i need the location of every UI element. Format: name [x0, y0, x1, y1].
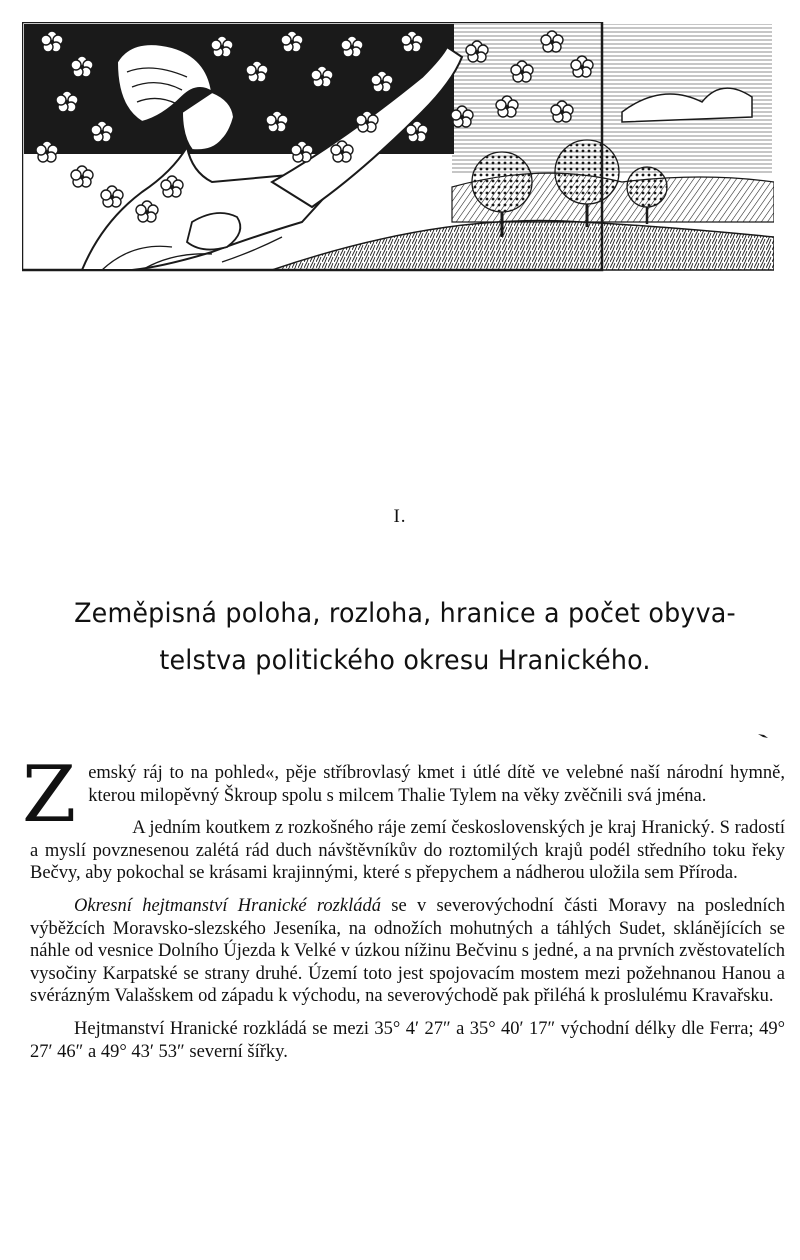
- paragraph-3-text: se v severovýchodní části Moravy na posledních výběžcích Moravsko-slezského Jeseníka, na odnožích mohutných a táhlých Sudet, sklánějících se náhle od vesnice Dolního Újezda k Velké v úzkou nížinu Bečvinu s jedné, a na prvních zvěstovatelích vysočiny Karpatské se strany druhé. Území toto jest spojovacím mostem mezi požehnanou Hanou a svérázným Valašskem od západu k východu, na severovýchodě pak přiléhá k proslulému Kravařsku.: [30, 895, 785, 1007]
- paragraph-4: [30, 1018, 785, 1063]
- chapter-title: [43, 590, 767, 684]
- paragraph-2-text: A jedním koutkem z rozkošného ráje zemí československých je kraj Hranický. S radostí a myslí povznesenou zalétá rád duch návštěvníkův do roztomilých krajů podél středního toku řeky Bečvy, aby pokochal se krásami krajinnými, které s přepychem a nádherou uložila sem Příroda.: [30, 818, 785, 884]
- paragraph-1: [22, 750, 785, 840]
- chapter-number: I.: [393, 506, 407, 527]
- paragraph-1-text: emský ráj to na pohled«, pěje stříbrovlasý kmet i útlé dítě ve velebné naší národní hymně, kterou milopěvný Škroup spolu s milcem Thalie Tylem na věky zvěčnili svá jména.: [88, 763, 785, 806]
- paragraph-3: [30, 895, 785, 1008]
- paragraph-4-text: Hejtmanství Hranické rozkládá se mezi 35° 4′ 27″ a 35° 40′ 17″ východní délky dle Ferra; 49° 27′ 46″ a 49° 43′ 53″ severní šířky.: [30, 1018, 785, 1062]
- paragraph-2: [30, 817, 785, 885]
- drop-cap: Z: [22, 750, 77, 840]
- chapter-title-line-2: telstva politického okresu Hranického.: [159, 645, 651, 676]
- chapter-title-line-1: Zeměpisná poloha, rozloha, hranice a počet obyva-: [74, 598, 736, 629]
- header-illustration: [22, 22, 774, 272]
- body-text: [22, 750, 785, 1073]
- paragraph-3-italic-lead: Okresní hejtmanství Hranické rozkládá: [74, 895, 381, 916]
- ink-speck-icon: [758, 733, 768, 739]
